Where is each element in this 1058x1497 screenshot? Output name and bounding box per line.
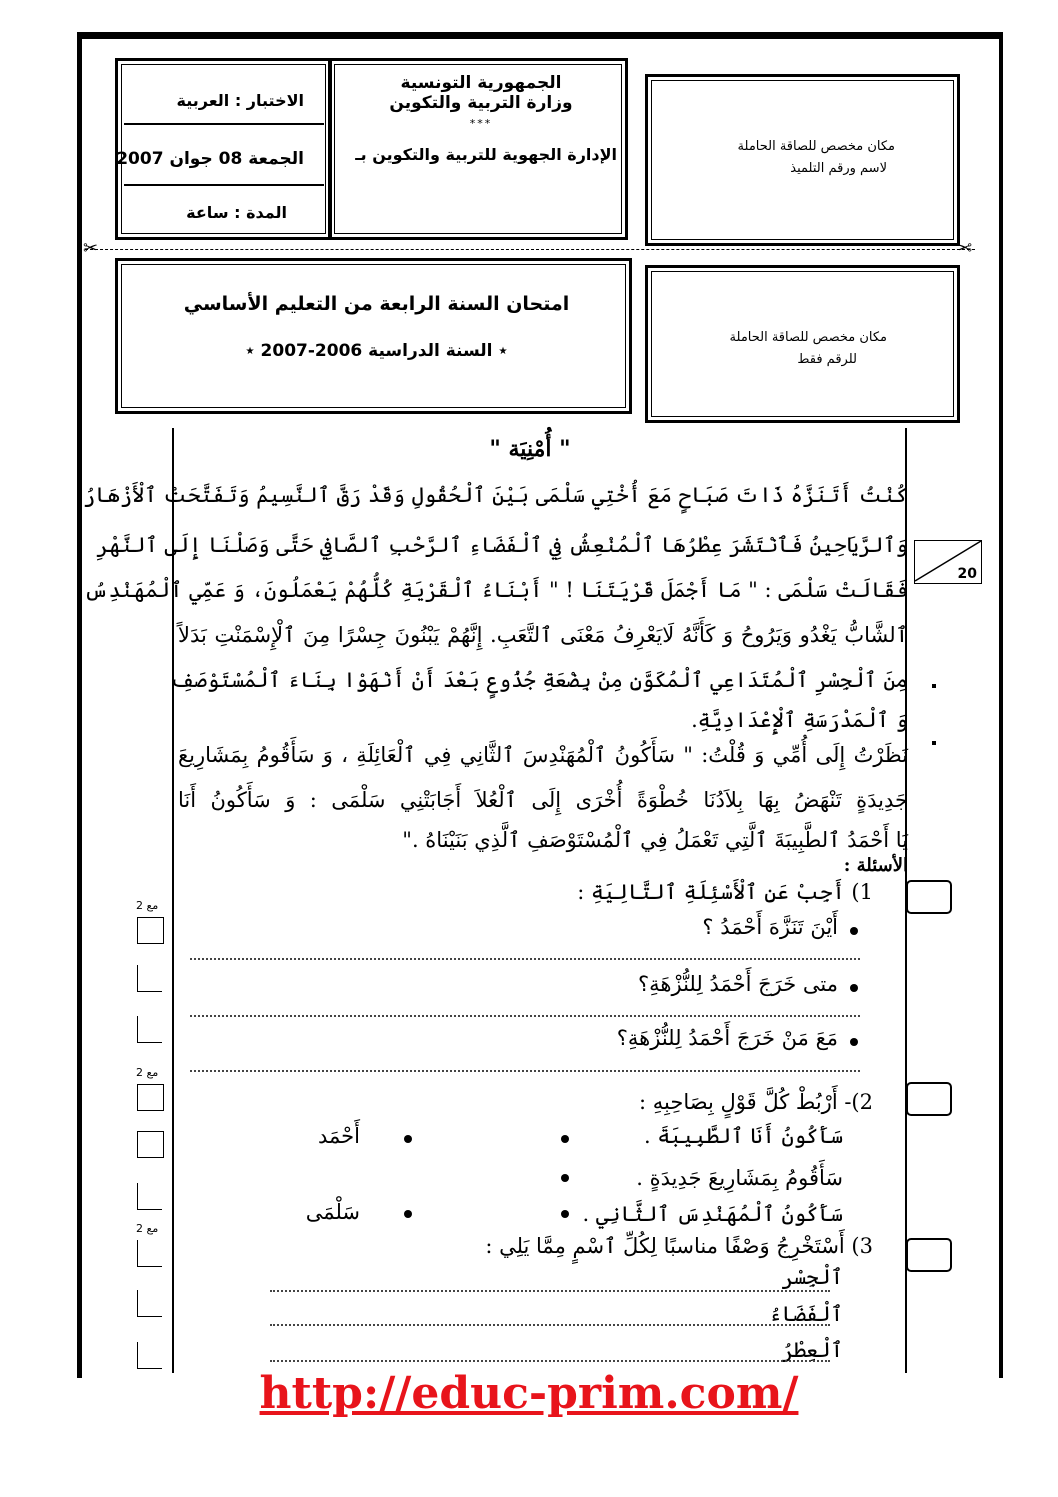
q2-saying: سَأَقُومُ بِمَشَارِيعَ جَدِيدَةٍ .: [636, 1166, 843, 1190]
left-margin-rule: [172, 428, 174, 1373]
ministry-box: [328, 58, 628, 240]
regional-label: الإدارة الجهوية للتربية والتكوين بـ: [355, 145, 617, 164]
answer-line: [190, 1015, 860, 1017]
q1-item: متى خَرَجَ أَحْمَدُ لِلنُّزْهَةِ؟: [638, 972, 838, 996]
scissors-icon-right: ✂: [957, 238, 973, 259]
ministry-stars: ***: [469, 117, 493, 130]
grade-box[interactable]: [137, 1342, 162, 1369]
passage-line: وَ ٱلْمَدْرَسَةِ ٱلْإِعْدَادِيَّةِ.: [691, 708, 908, 732]
name-sticker-line2: لاسم ورقم التلميذ: [790, 161, 887, 176]
passage-title: " أُمْنِيَة ": [489, 436, 571, 462]
answer-line: [270, 1290, 830, 1292]
q1-item: أَيْنَ تَنَزَّهَ أَحْمَدُ ؟: [702, 915, 838, 939]
q2-person: أَحْمَد: [318, 1124, 360, 1148]
name-sticker-box: [645, 74, 960, 246]
number-sticker-box: [645, 265, 960, 423]
q1-bullet: [850, 927, 858, 935]
grade-box[interactable]: [137, 1240, 162, 1267]
school-year: ٭ السنة الدراسية 2006-2007 ٭: [245, 341, 508, 361]
q1-item: مَعَ مَنْ خَرَجَ أَحْمَدُ لِلنُّزْهَةِ؟: [616, 1026, 838, 1050]
q2-score-box[interactable]: [906, 1082, 952, 1116]
grade-box[interactable]: [137, 1183, 162, 1210]
exam-title-box: [115, 258, 632, 414]
passage-line: فَقَالَتْ سَلْمَى : " مَا أَجْمَلَ قَرْيَتَنَا ! " أَبْنَاءُ ٱلْقَرْيَةِ كُلُّهُمْ يَعْمَلُونَ، وَ عَمِّي ٱلْمُهَنْدِسُ: [83, 578, 908, 602]
grade-box[interactable]: [137, 1084, 164, 1111]
q2-saying-bullet[interactable]: [561, 1135, 569, 1143]
q2-saying-bullet[interactable]: [561, 1174, 569, 1182]
passage-line: مِنَ ٱلْجِسْرِ ٱلْمُتَدَاعِي ٱلْمُكَوَّنِ مِنْ بِضْعَةِ جُذُوعٍ بَعْدَ أَنْ أَنْهَوْا بِنَاءَ ٱلْمُسْتَوْصَفِ: [170, 668, 908, 692]
q1-bullet: [850, 1038, 858, 1046]
q3-noun: ٱلْجِسْر: [781, 1265, 843, 1289]
margin-dot: [932, 684, 936, 688]
q3-label: 3) أَسْتَخْرِجُ وَصْفًا مناسبًا لِكُلِّ ٱسْمٍ مِمَّا يَلِي :: [485, 1234, 873, 1258]
passage-line: ٱلشَّابُّ يَغْدُو وَيَرُوحُ وَ كَأَنَّهُ لَايَعْرِفُ مَعْنَى ٱلتَّعَبِ. إِنَّهُمْ يَبْنُونَ جِسْرًا مِنَ ٱلْإِسْمَنْتِ بَدَلاً: [178, 623, 908, 647]
exam-info-box: [115, 58, 332, 240]
exam-duration: المدة : ساعة: [186, 203, 287, 222]
passage-line: نَظَرْتُ إِلَى أُمِّي وَ قُلْتُ: " سَأَكُونُ ٱلْمُهَنْدِسَ ٱلثَّانِي فِي ٱلْعَائِلَةِ ، وَ سَأَقُومُ بِمَشَارِيعَ: [178, 743, 908, 767]
total-score: 20: [957, 566, 977, 582]
margin-dot: [932, 741, 936, 745]
republic-label: الجمهورية التونسية: [400, 73, 562, 93]
exam-subject: الاختبار : العربية: [176, 91, 304, 110]
q1-margin-note: مع 2: [136, 899, 159, 912]
q2-saying-bullet[interactable]: [561, 1210, 569, 1218]
grade-box[interactable]: [137, 1016, 162, 1043]
q2-person-bullet[interactable]: [404, 1135, 412, 1143]
passage-line: وَٱلرَّيَاحِينُ فَٱنْتَشَرَ عِطْرُهَا ٱلْمُنْعِشُ فِي ٱلْفَضَاءِ ٱلرَّحْبِ ٱلصَّافِي حَتَّى وَصَلْنَا إِلَى ٱلنَّهْرِ: [96, 533, 908, 557]
q1-label: 1) أَجِبْ عَنِ ٱلْأَسْئِلَةِ ٱلتَّالِيَةِ :: [577, 880, 873, 904]
q2-saying: سَأَكُونُ ٱلْمُهَنْدِسَ ٱلثَّانِي .: [582, 1202, 843, 1226]
grade-box[interactable]: [137, 965, 162, 992]
exam-title: امتحان السنة الرابعة من التعليم الأساسي: [183, 293, 570, 315]
q3-noun: ٱلْعِطْرُ: [781, 1338, 843, 1362]
passage-line: جَدِيدَةٍ تَنْهَضُ بِهَا بِلاَدُنَا خُطْوَةً أُخْرَى إِلَى ٱلْعُلاَ أَجَابَتْنِي سَلْمَى : وَ سَأَكُونُ أَنَا: [178, 788, 908, 812]
q2-label: 2)- أَرْبُطْ كُلَّ قَوْلٍ بِصَاحِبِهِ :: [639, 1090, 873, 1114]
q3-noun: ٱلْفَضَاءُ: [769, 1302, 843, 1326]
q1-bullet: [850, 984, 858, 992]
footer-url-link[interactable]: http://educ-prim.com/: [259, 1368, 799, 1419]
total-score-box: [914, 540, 982, 584]
number-sticker-line1: مكان مخصص للصاقة الحاملة: [729, 330, 887, 345]
grade-box[interactable]: [137, 1290, 162, 1317]
answer-line: [270, 1324, 830, 1326]
q2-person-bullet[interactable]: [404, 1210, 412, 1218]
grade-box[interactable]: [137, 1131, 164, 1158]
exam-date: الجمعة 08 جوان 2007: [116, 149, 304, 169]
number-sticker-line2: للرقم فقط: [797, 352, 857, 367]
answer-line: [190, 1070, 860, 1072]
passage-line: كُنْتُ أَتَنَزَّهُ ذَاتَ صَبَاحٍ مَعَ أُخْتِي سَلْمَى بَيْنَ ٱلْحُقُولِ وَقَدْ رَقَّ ٱلنَّسِيمُ وَتَفَتَّحَتْ ٱلْأَزْهَارُ: [82, 483, 908, 507]
cut-line: [85, 249, 975, 250]
answer-line: [270, 1360, 830, 1362]
answer-line: [190, 958, 860, 960]
grade-box[interactable]: [137, 917, 164, 944]
q2-person: سَلْمَى: [305, 1200, 360, 1224]
ministry-label: وزارة التربية والتكوين: [389, 93, 573, 113]
scissors-icon-left: ✂: [83, 238, 99, 259]
name-sticker-line1: مكان مخصص للصاقة الحاملة: [737, 139, 895, 154]
q3-score-box[interactable]: [906, 1238, 952, 1272]
questions-heading: الأسئلة :: [843, 855, 908, 876]
q2-margin-note: مع 2: [136, 1066, 159, 1079]
passage-line: يَا أَحْمَدُ ٱلطَّبِيبَةَ ٱلَّتِي تَعْمَلُ فِي ٱلْمُسْتَوْصَفِ ٱلَّذِي بَنَيْنَاهُ .": [402, 828, 908, 852]
q2-saying: سَأَكُونُ أَنَا ٱلطَّبِيبَةَ .: [644, 1124, 843, 1148]
q3-margin-note: مع 2: [136, 1222, 159, 1235]
q1-score-box[interactable]: [906, 880, 952, 914]
